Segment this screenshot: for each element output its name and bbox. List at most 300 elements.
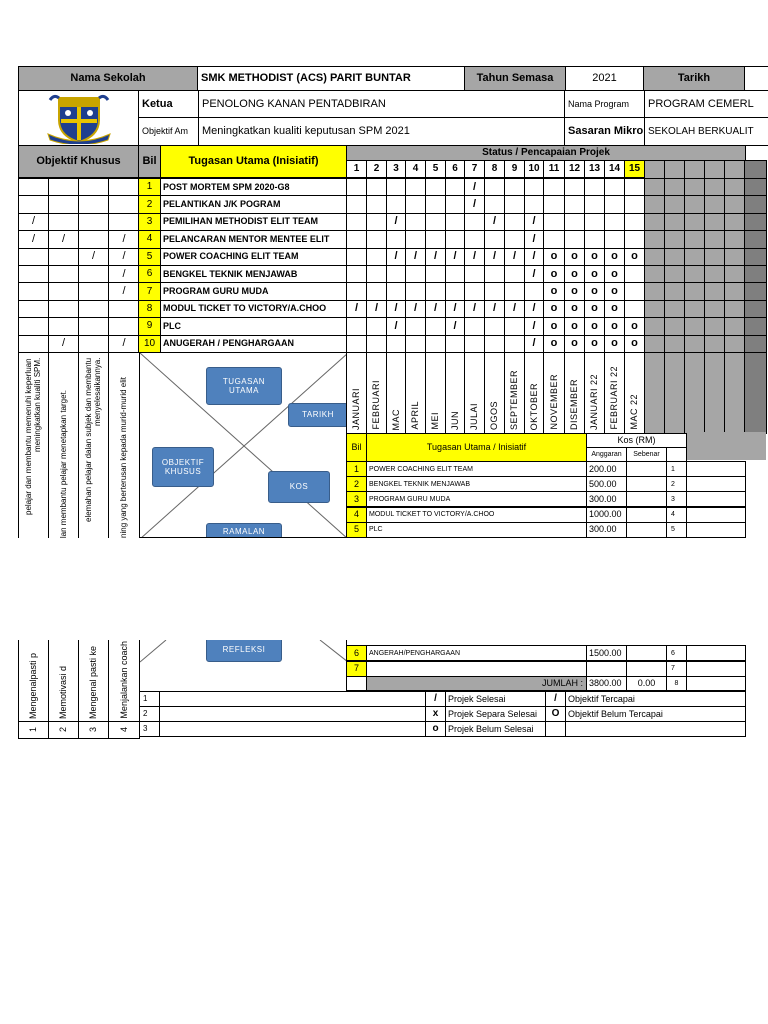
empty-gray-cell <box>664 352 685 434</box>
status-cell <box>504 195 525 213</box>
legend-row-num: 3 <box>139 721 160 737</box>
bil-header: Bil <box>138 145 161 178</box>
objective-mark-cell: / <box>108 248 140 266</box>
objective-mark-cell <box>48 178 79 196</box>
status-cell <box>464 282 485 300</box>
cost-row-bil: 2 <box>346 476 367 492</box>
status-cell: o <box>543 265 565 283</box>
diagram-box-tarikh: TARIKH <box>288 403 347 427</box>
status-cell <box>425 195 446 213</box>
status-cell <box>504 230 525 248</box>
empty-gray-cell <box>724 317 745 335</box>
status-cell: o <box>543 282 565 300</box>
status-cell <box>445 230 465 248</box>
status-cell <box>564 213 585 231</box>
status-cell: / <box>425 248 446 266</box>
cost-row-task: ANGERAH/PENGHARGAAN <box>366 645 587 661</box>
status-cell: / <box>484 213 505 231</box>
status-cell: o <box>564 335 585 353</box>
status-col-header: 9 <box>504 160 525 178</box>
status-cell <box>445 265 465 283</box>
status-cell <box>484 230 505 248</box>
legend-row-num: 2 <box>139 706 160 722</box>
month-cell <box>543 352 565 434</box>
empty-gray-cell <box>744 195 767 213</box>
status-cell <box>445 213 465 231</box>
empty-gray-cell <box>724 230 745 248</box>
status-cell <box>624 230 645 248</box>
empty-gray-cell <box>644 248 665 266</box>
objective-mark-cell <box>18 335 49 353</box>
month-label: OGOS <box>489 400 499 430</box>
status-cell: o <box>604 248 625 266</box>
row-task: PEMILIHAN METHODIST ELIT TEAM <box>160 213 347 231</box>
objective-text: ning yang berterusan kepada murid-murid elit <box>119 377 129 538</box>
objective-number <box>108 721 140 739</box>
status-cell <box>504 282 525 300</box>
cost-row-anggaran: 300.00 <box>586 522 627 538</box>
objective-mark-cell <box>18 300 49 318</box>
status-cell <box>346 317 367 335</box>
diagram-box-objektif: OBJEKTIF KHUSUS <box>152 447 214 487</box>
status-cell: / <box>464 300 485 318</box>
status-cell: / <box>504 300 525 318</box>
cost-row-bil: 5 <box>346 522 367 538</box>
empty-gray-cell <box>744 213 767 231</box>
month-cell <box>564 352 585 434</box>
month-label: MAC 22 <box>629 394 639 430</box>
month-cell <box>366 352 387 434</box>
empty-gray-cell <box>664 230 685 248</box>
status-cell <box>504 265 525 283</box>
status-cell: / <box>386 213 406 231</box>
status-cell <box>624 300 645 318</box>
status-cell: o <box>604 335 625 353</box>
empty-gray-cell <box>744 230 767 248</box>
objective-mark-cell <box>18 282 49 300</box>
empty-gray-cell <box>684 335 705 353</box>
objective-vertical-text <box>78 640 109 722</box>
empty-gray-cell <box>684 300 705 318</box>
status-cell: / <box>524 230 544 248</box>
status-header: Status / Pencapaian Projek <box>346 145 746 161</box>
status-cell <box>464 265 485 283</box>
status-cell <box>624 282 645 300</box>
month-label: FEBRUARI 22 <box>609 366 619 430</box>
status-cell <box>346 230 367 248</box>
month-cell <box>604 352 625 434</box>
month-label: JANUARI 22 <box>589 373 599 430</box>
cost-row-idx: 7 <box>666 661 687 677</box>
legend-symbol-2 <box>545 721 566 737</box>
nama-sekolah-label: Nama Sekolah <box>18 66 198 91</box>
empty-gray-cell <box>684 248 705 266</box>
status-col-header: 13 <box>584 160 605 178</box>
status-cell <box>604 213 625 231</box>
objective-number-text: 1 <box>28 727 38 733</box>
status-cell: / <box>405 248 426 266</box>
cost-row-anggaran: 300.00 <box>586 491 627 507</box>
row-task: POWER COACHING ELIT TEAM <box>160 248 347 266</box>
empty-gray-cell <box>684 213 705 231</box>
cost-row-anggaran: 200.00 <box>586 461 627 477</box>
status-cell <box>386 230 406 248</box>
status-cell: / <box>524 213 544 231</box>
status-cell <box>504 317 525 335</box>
empty-gray-cell <box>664 248 685 266</box>
cost-row-anggaran: 1500.00 <box>586 645 627 661</box>
status-col-header: 1 <box>346 160 367 178</box>
row-bil: 6 <box>138 265 161 283</box>
status-cell <box>564 195 585 213</box>
status-cell: o <box>604 265 625 283</box>
jumlah-idx: 8 <box>666 676 687 691</box>
objective-mark-cell <box>108 300 140 318</box>
status-cell <box>624 213 645 231</box>
status-cell <box>624 265 645 283</box>
tahun-value: 2021 <box>565 66 644 91</box>
ketua-value: PENOLONG KANAN PENTADBIRAN <box>198 90 565 118</box>
row-task: PELANTIKAN J/K POGRAM <box>160 195 347 213</box>
empty-gray-cell <box>644 195 665 213</box>
status-cell: / <box>366 300 387 318</box>
legend-text-2: Objektif Tercapai <box>565 691 746 707</box>
status-cell: o <box>584 282 605 300</box>
cost-row-task <box>366 661 587 677</box>
month-cell <box>445 352 465 434</box>
empty-gray-cell <box>724 282 745 300</box>
tarikh-value[interactable] <box>744 66 768 91</box>
cost-row-extra <box>686 461 746 477</box>
status-cell: / <box>524 317 544 335</box>
empty-gray-cell <box>724 335 745 353</box>
empty-gray-cell <box>704 335 725 353</box>
month-cell <box>386 352 406 434</box>
cost-row-anggaran: 500.00 <box>586 476 627 492</box>
objective-mark-cell <box>18 178 49 196</box>
status-col-header: 5 <box>425 160 446 178</box>
status-cell: / <box>524 300 544 318</box>
row-bil: 7 <box>138 282 161 300</box>
row-bil: 5 <box>138 248 161 266</box>
cost-row-task: MODUL TICKET TO VICTORY/A.CHOO <box>366 507 587 523</box>
empty-gray-cell <box>684 265 705 283</box>
status-cell: o <box>604 300 625 318</box>
school-crest-icon <box>46 92 112 144</box>
status-cell <box>604 230 625 248</box>
cost-row-bil: 3 <box>346 491 367 507</box>
status-cell <box>425 282 446 300</box>
empty-gray-cell <box>744 282 767 300</box>
status-cell: o <box>543 248 565 266</box>
cost-row-sebenar <box>626 476 667 492</box>
row-bil: 2 <box>138 195 161 213</box>
status-cell: o <box>564 317 585 335</box>
sasaran-mikro-value: SEKOLAH BERKUALIT <box>644 117 768 146</box>
objective-text: Mengenalpasti p <box>28 652 38 719</box>
status-cell <box>543 230 565 248</box>
empty-gray-cell <box>644 160 665 179</box>
status-col-header: 12 <box>564 160 585 178</box>
cost-row-idx: 6 <box>666 645 687 661</box>
row-task: POST MORTEM SPM 2020-G8 <box>160 178 347 196</box>
status-cell <box>504 335 525 353</box>
status-cell <box>425 230 446 248</box>
status-cell: o <box>624 335 645 353</box>
empty-gray-cell <box>644 352 665 434</box>
empty-gray-cell <box>644 265 665 283</box>
status-cell: / <box>346 300 367 318</box>
status-cell <box>464 335 485 353</box>
month-label: JULAI <box>469 402 479 430</box>
empty-gray-cell <box>724 160 745 179</box>
objective-mark-cell <box>108 178 140 196</box>
empty-gray-cell <box>644 178 665 196</box>
legend-row-num: 1 <box>139 691 160 707</box>
empty-gray-cell <box>724 300 745 318</box>
empty-gray-cell <box>644 317 665 335</box>
month-cell <box>405 352 426 434</box>
cost-row-sebenar <box>626 661 667 677</box>
status-cell <box>425 213 446 231</box>
empty-gray-cell <box>684 178 705 196</box>
objective-mark-cell: / <box>48 230 79 248</box>
status-cell <box>604 178 625 196</box>
status-cell <box>346 195 367 213</box>
status-cell: / <box>386 300 406 318</box>
status-cell <box>445 335 465 353</box>
diagram-box-ramalan: RAMALAN <box>206 523 282 538</box>
status-cell <box>484 195 505 213</box>
status-cell <box>405 265 426 283</box>
empty-gray-cell <box>664 282 685 300</box>
legend-text-2 <box>565 721 746 737</box>
status-col-header: 4 <box>405 160 426 178</box>
empty-gray-cell <box>684 317 705 335</box>
status-cell <box>484 265 505 283</box>
jumlah-label: JUMLAH : <box>366 676 587 691</box>
month-label: OKTOBER <box>528 382 539 430</box>
objective-mark-cell <box>48 317 79 335</box>
status-cell <box>524 178 544 196</box>
row-task: PLC <box>160 317 347 335</box>
status-cell: / <box>484 300 505 318</box>
status-col-header: 8 <box>484 160 505 178</box>
status-cell <box>584 213 605 231</box>
row-task: MODUL TICKET TO VICTORY/A.CHOO <box>160 300 347 318</box>
objective-mark-cell <box>48 195 79 213</box>
cost-row-extra <box>686 661 746 677</box>
status-col-header: 15 <box>624 160 645 178</box>
status-cell <box>564 178 585 196</box>
status-cell <box>366 178 387 196</box>
school-logo <box>18 90 139 146</box>
cost-row-task: BENGKEL TEKNIK MENJAWAB <box>366 476 587 492</box>
status-cell <box>584 178 605 196</box>
status-cell <box>366 317 387 335</box>
legend-symbol: x <box>425 706 446 722</box>
objektif-am-value: Meningkatkan kualiti keputusan SPM 2021 <box>198 117 565 146</box>
objective-mark-cell <box>48 300 79 318</box>
cost-row-idx: 2 <box>666 476 687 492</box>
row-bil: 4 <box>138 230 161 248</box>
cost-row-sebenar <box>626 522 667 538</box>
objective-text: Menjalankan coach <box>118 641 129 719</box>
empty-gray-cell <box>684 160 705 179</box>
cost-row-extra <box>686 507 746 523</box>
month-cell <box>346 352 367 434</box>
cost-row-sebenar <box>626 461 667 477</box>
objective-mark-cell: / <box>18 230 49 248</box>
status-cell: / <box>484 248 505 266</box>
jumlah-anggaran: 3800.00 <box>586 676 627 691</box>
empty-gray-cell <box>724 248 745 266</box>
nama-program-label: Nama Program <box>564 90 645 118</box>
objective-mark-cell: / <box>108 265 140 283</box>
legend-text: Projek Selesai <box>445 691 546 707</box>
empty-gray-cell <box>684 352 705 434</box>
status-cell <box>445 282 465 300</box>
tarikh-label: Tarikh <box>643 66 745 91</box>
empty-gray-cell <box>704 213 725 231</box>
cost-bil-header: Bil <box>346 433 367 462</box>
status-cell: o <box>564 300 585 318</box>
objektif-am-label: Objektif Am <box>138 117 199 146</box>
status-cell: / <box>504 248 525 266</box>
objective-mark-cell <box>48 265 79 283</box>
objective-mark-cell <box>78 265 109 283</box>
legend-text-2: Objektif Belum Tercapai <box>565 706 746 722</box>
row-task: PROGRAM GURU MUDA <box>160 282 347 300</box>
status-cell: / <box>386 317 406 335</box>
empty-gray-cell <box>664 335 685 353</box>
status-cell: / <box>464 195 485 213</box>
kos-header: Kos (RM) <box>586 433 687 448</box>
cost-idx-header <box>666 447 687 462</box>
status-cell <box>405 282 426 300</box>
empty-gray-cell <box>744 317 767 335</box>
objective-text: Memotivasi d <box>58 665 68 719</box>
status-cell <box>346 248 367 266</box>
cost-row-bil: 4 <box>346 507 367 523</box>
status-cell: o <box>604 317 625 335</box>
objective-mark-cell <box>108 317 140 335</box>
objective-mark-cell <box>18 317 49 335</box>
objective-mark-cell <box>18 265 49 283</box>
sebenar-header: Sebenar <box>626 447 667 462</box>
status-cell <box>584 195 605 213</box>
status-cell <box>464 213 485 231</box>
status-cell: o <box>604 282 625 300</box>
objective-text: lan membantu pelajar menetapkan target. <box>58 389 68 538</box>
cost-row-anggaran: 1000.00 <box>586 507 627 523</box>
legend-row-empty <box>159 691 426 707</box>
objective-vertical-text <box>108 640 140 722</box>
status-cell <box>386 282 406 300</box>
status-cell: / <box>524 335 544 353</box>
empty-gray-cell <box>704 195 725 213</box>
objective-mark-cell <box>48 282 79 300</box>
status-cell <box>604 195 625 213</box>
month-cell <box>464 352 485 434</box>
status-cell <box>624 195 645 213</box>
status-cell <box>524 282 544 300</box>
empty-gray-cell <box>704 317 725 335</box>
status-cell <box>484 178 505 196</box>
legend-symbol: o <box>425 721 446 737</box>
objective-vertical-text <box>18 640 49 722</box>
month-cell <box>484 352 505 434</box>
status-cell: / <box>464 248 485 266</box>
status-cell <box>405 213 426 231</box>
anggaran-header: Anggaran <box>586 447 627 462</box>
status-cell <box>484 317 505 335</box>
legend-text: Projek Belum Selesai <box>445 721 546 737</box>
status-cell <box>543 178 565 196</box>
status-col-header: 3 <box>386 160 406 178</box>
empty-gray-cell <box>744 248 767 266</box>
status-cell: / <box>445 317 465 335</box>
row-task: ANUGERAH / PENGHARGAAN <box>160 335 347 353</box>
tahun-semasa-label: Tahun Semasa <box>464 66 566 91</box>
objective-mark-cell <box>78 282 109 300</box>
right-gray-band <box>686 432 766 460</box>
empty-gray-cell <box>664 178 685 196</box>
sasaran-mikro-label: Sasaran Mikro <box>564 117 645 146</box>
cost-row-anggaran <box>586 661 627 677</box>
month-cell <box>624 352 645 434</box>
status-col-header: 14 <box>604 160 625 178</box>
status-cell: o <box>584 248 605 266</box>
objective-mark-cell: / <box>108 230 140 248</box>
objective-mark-cell <box>108 195 140 213</box>
cost-row-sebenar <box>626 645 667 661</box>
status-cell <box>386 178 406 196</box>
legend-symbol-2: / <box>545 691 566 707</box>
status-cell <box>346 213 367 231</box>
status-cell <box>543 213 565 231</box>
status-cell: o <box>584 335 605 353</box>
school-name: SMK METHODIST (ACS) PARIT BUNTAR <box>197 66 465 91</box>
diagram-box-refleksi: REFLEKSI <box>206 640 282 662</box>
process-diagram-continued <box>139 640 347 692</box>
objective-mark-cell <box>48 248 79 266</box>
status-cell: o <box>564 282 585 300</box>
status-cell <box>504 213 525 231</box>
objective-mark-cell <box>78 335 109 353</box>
status-cell <box>445 195 465 213</box>
empty-gray-cell <box>684 282 705 300</box>
objective-mark-cell <box>48 213 79 231</box>
status-cell <box>543 195 565 213</box>
status-cell <box>366 265 387 283</box>
status-cell <box>366 248 387 266</box>
status-cell: o <box>543 317 565 335</box>
objective-mark-cell: / <box>78 248 109 266</box>
status-cell <box>425 317 446 335</box>
status-cell: o <box>543 300 565 318</box>
empty-gray-cell <box>704 300 725 318</box>
objective-mark-cell <box>78 317 109 335</box>
month-label: SEPTEMBER <box>509 369 519 430</box>
empty-gray-cell <box>644 282 665 300</box>
status-col-header: 10 <box>524 160 544 178</box>
row-bil: 3 <box>138 213 161 231</box>
nama-program-value: PROGRAM CEMERL <box>644 90 768 118</box>
empty-gray-cell <box>704 160 725 179</box>
diagram-box-tugasan: TUGASAN UTAMA <box>206 367 282 405</box>
objective-text: pelajar dan membantu memenuhi keperluan meningkatkan kualiti SPM. <box>24 358 43 515</box>
